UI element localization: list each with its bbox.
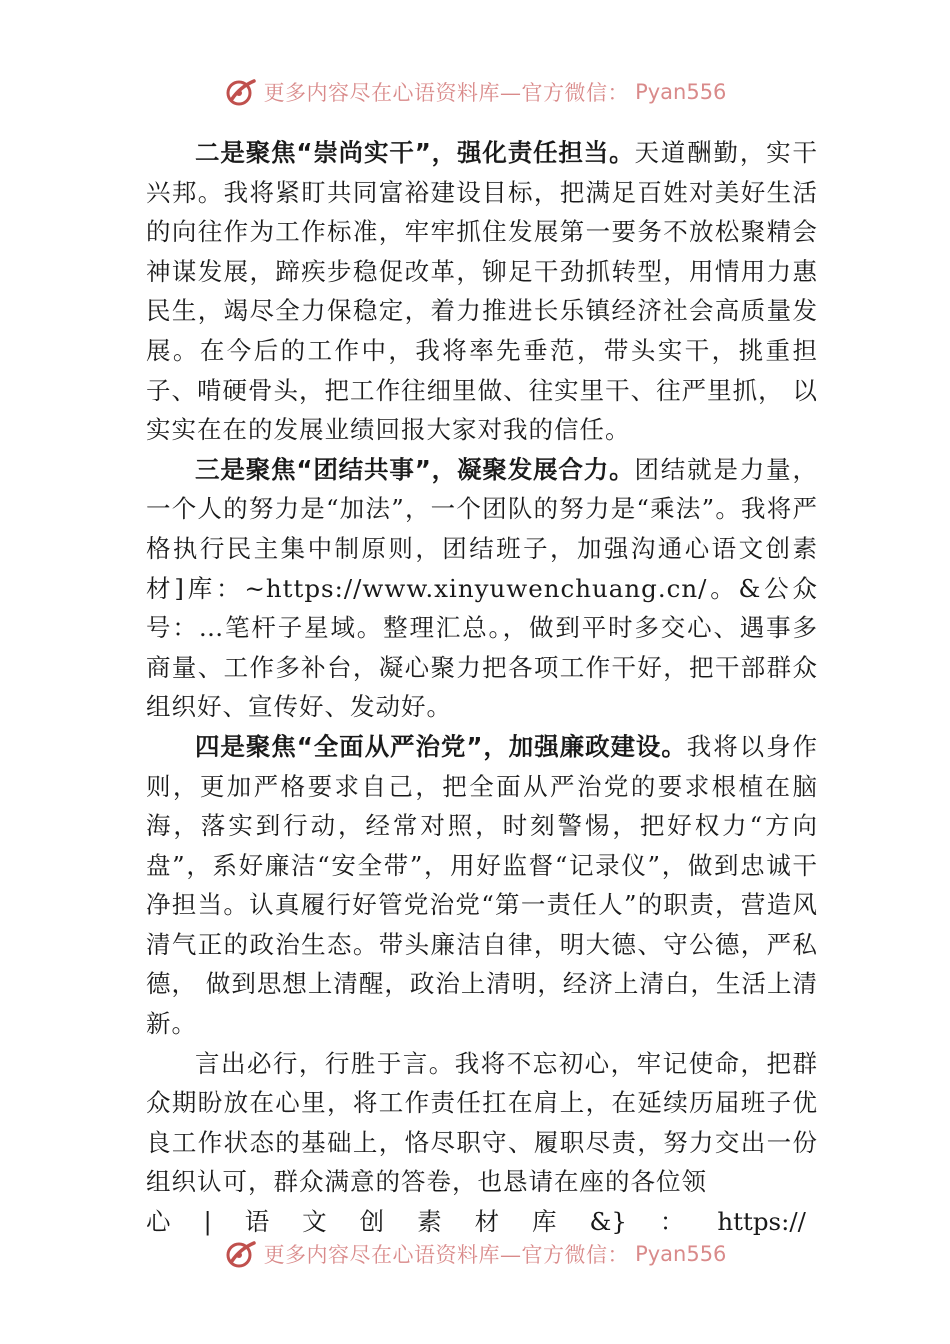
last-line-token: 文 xyxy=(302,1207,327,1237)
watermark-bottom xyxy=(0,1232,950,1276)
paragraph-2 xyxy=(146,133,818,450)
paragraph-text: 天道酬勤，实干兴邦。我将紧盯共同富裕建设目标，把满足百姓对美好生活的向往作为工作标准，牢牢抓住发展第一要务不放松聚精会神谋发展，蹄疾步稳促改革，铆足干劲抓转型，用情用力惠民生，竭尽全力保稳定，着力推进长乐镇经济社会高质量发展。在今后的工作中，我将率先垂范，带头实干，挑重担子、啃硬骨头，把工作往细里做、往实里干、往严里抓， 以实实在在的发展业绩回报大家对我的信任。 xyxy=(146,138,819,445)
last-line-token: 素 xyxy=(417,1207,442,1237)
last-line-token: 材 xyxy=(474,1207,500,1237)
paragraph-3 xyxy=(146,450,818,727)
brush-logo-icon xyxy=(224,1237,258,1271)
paragraph-text: 我将以身作则，更加严格要求自己，把全面从严治党的要求根植在脑海，落实到行动，经常对照，时刻警惕，把好权力“方向盘”，系好廉洁“安全带”，用好监督“记录仪”，做到忠诚干净担当。认真履行好管党治党“第一责任人”的职责，营造风清气正的政治生态。带头廉洁自律，明大德、守公德，严私德， 做到思想上清醒，政治上清明，经济上清白，生活上清新。 xyxy=(146,731,819,1039)
last-line-token: | xyxy=(203,1207,212,1237)
last-line-token: https:// xyxy=(717,1207,806,1237)
watermark-handle: Pyan556 xyxy=(635,1242,727,1266)
last-line-token: 心 xyxy=(146,1207,171,1237)
paragraph-text: 言出必行，行胜于言。我将不忘初心，牢记使命，把群众期盼放在心里，将工作责任扛在肩上，在延续历届班子优良工作状态的基础上，恪尽职守、履职尽责，努力交出一份组织认可，群众满意的答卷，也恳请在座的各位领 xyxy=(146,1048,818,1197)
brush-logo-icon xyxy=(224,75,258,109)
paragraph-lead: 四是聚焦“全面从严治党”，加强廉政建设。 xyxy=(195,731,687,761)
last-line-token: 库 xyxy=(532,1207,557,1237)
watermark-text: 更多内容尽在心语资料库—官方微信： xyxy=(263,1243,630,1267)
watermark-top xyxy=(0,70,950,114)
watermark-handle: Pyan556 xyxy=(635,80,727,104)
paragraph-lead: 二是聚焦“崇尚实干”，强化责任担当。 xyxy=(195,138,635,167)
document-body xyxy=(146,133,818,1242)
last-line-token: &} xyxy=(589,1207,627,1237)
paragraph-text: 团结就是力量，一个人的努力是“加法”，一个团队的努力是“乘法”。我将严格执行民主集中制原则，团结班子，加强沟通心语文创素材]库：~https://www.xinyuwenchuang.cn/。&公众号：…笔杆子星域。整理汇总。，做到平时多交心、遇事多商量、工作多补台，凝心聚力把各项工作干好，把干部群众组织好、宣传好、发动好。 xyxy=(146,454,819,722)
watermark-text: 更多内容尽在心语资料库—官方微信： xyxy=(263,81,630,105)
last-line-token: 创 xyxy=(359,1207,385,1237)
paragraph-4 xyxy=(146,727,818,1044)
last-line-token: ： xyxy=(659,1207,685,1237)
paragraph-closing xyxy=(146,1044,818,1202)
paragraph-lead: 三是聚焦“团结共事”，凝聚发展合力。 xyxy=(195,454,635,484)
last-line-token: 语 xyxy=(244,1207,270,1237)
